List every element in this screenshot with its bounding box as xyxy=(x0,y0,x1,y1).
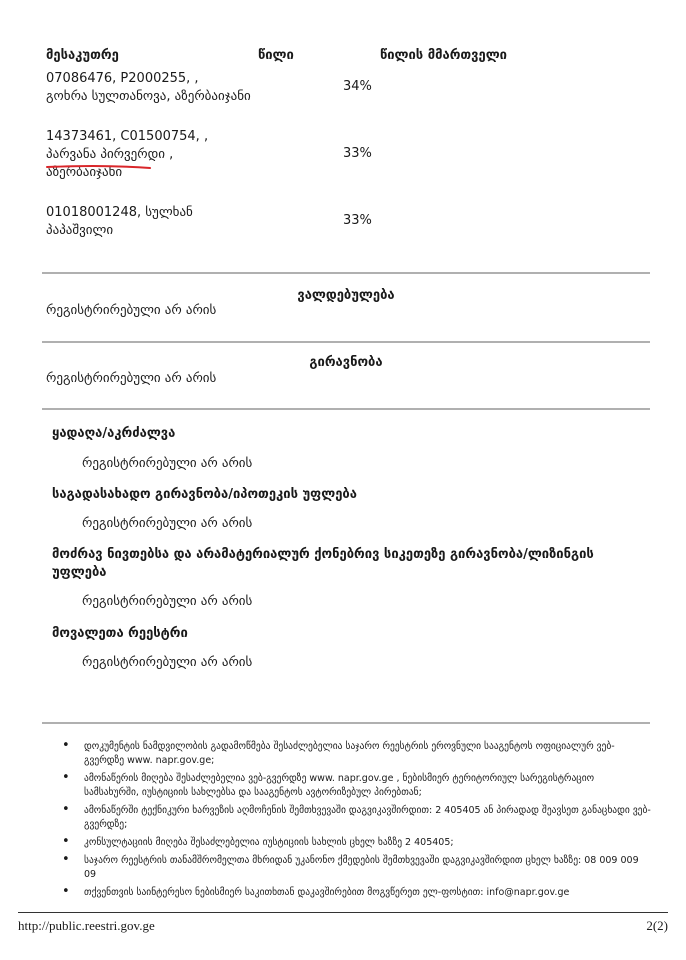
footer-divider xyxy=(18,912,668,913)
debtors-registry-title: მოვალეთა რეესტრი xyxy=(52,626,188,641)
share-column-header: წილი xyxy=(258,48,294,63)
tax-lien-value: რეგისტრირებული არ არის xyxy=(82,516,253,531)
movable-property-lien-title-line2: უფლება xyxy=(52,565,107,580)
list-item: • თქვენთვის საინტერესო ნებისმიერ საკითხთან დაკავშირებით მოგვწერეთ ელ-ფოსტით: info@napr.gov.ge xyxy=(62,886,652,900)
section-divider xyxy=(42,408,650,410)
table-row xyxy=(46,204,193,240)
owner-id-text: 07086476, P2000255, , xyxy=(46,71,199,86)
movable-property-lien-title-line1: მოძრავ ნივთებსა და არამატერიალურ ქონებრივ სიკეთეზე გირავნობა/ლიზინგის xyxy=(52,547,594,562)
mortgage-value: რეგისტრირებული არ არის xyxy=(46,371,217,386)
owner-name-text: პაპაშვილი xyxy=(46,223,114,238)
seizure-ban-value: რეგისტრირებული არ არის xyxy=(82,456,253,471)
tax-lien-title: საგადასახადო გირავნობა/იპოთეკის უფლება xyxy=(52,487,357,502)
section-divider xyxy=(42,341,650,343)
movable-property-lien-value: რეგისტრირებული არ არის xyxy=(82,594,253,609)
share-value: 33% xyxy=(343,146,372,161)
red-underline-mark xyxy=(46,163,152,171)
share-manager-column-header: წილის მმართველი xyxy=(380,48,507,63)
owner-column-header: მესაკუთრე xyxy=(46,48,119,63)
table-row xyxy=(46,128,208,182)
owner-name-text: გოხრა სულთანოვა, აზერბაიჯანი xyxy=(46,89,251,104)
list-item: • ამონაწერში ტექნიკური ხარვეზის აღმოჩენის შემთხვევაში დაგვიკავშირდით: 2 405405 ან პირადად შეავსეთ განაცხადი ვებ-გვერდზე; xyxy=(62,804,652,832)
mortgage-title: გირავნობა xyxy=(309,355,383,370)
list-item: • კონსულტაციის მიღება შესაძლებელია იუსტიციის სახლის ცხელ ხაზზე 2 405405; xyxy=(62,836,652,850)
share-value: 33% xyxy=(343,213,372,228)
share-value: 34% xyxy=(343,79,372,94)
table-row xyxy=(46,70,251,106)
list-item: • დოკუმენტის ნამდვილობის გადამოწმება შესაძლებელია საჯარო რეესტრის ეროვნული სააგენტოს ოფიციალურ ვებ-გვერდზე www. napr.gov.ge; xyxy=(62,740,652,768)
obligation-value: რეგისტრირებული არ არის xyxy=(46,303,217,318)
owner-id-text: 01018001248, სულხან xyxy=(46,205,193,220)
list-item: • ამონაწერის მიღება შესაძლებელია ვებ-გვერდზე www. napr.gov.ge , ნებისმიერ ტერიტორიულ სარეგისტრაციო სამსახურში, იუსტიციის სახლებსა და სააგენტოს ავტორიზებულ პირებთან; xyxy=(62,772,652,800)
debtors-registry-value: რეგისტრირებული არ არის xyxy=(82,655,253,670)
obligation-title: ვალდებულება xyxy=(297,288,395,303)
notes-list xyxy=(62,740,652,904)
owner-name-text: პარვანა პირვერდი , xyxy=(46,147,174,162)
footer-url: http://public.reestri.gov.ge xyxy=(18,918,155,933)
list-item: • საჯარო რეესტრის თანამშრომელთა მხრიდან უკანონო ქმედების შემთხვევაში დაგვიკავშირდით ცხელ ხაზზე: 08 009 009 09 xyxy=(62,854,652,882)
owner-country-text: აზერბაიჯანი xyxy=(46,165,123,180)
owner-id-text: 14373461, C01500754, , xyxy=(46,129,209,144)
movable-property-lien-title xyxy=(52,546,642,582)
page-number: 2(2) xyxy=(646,918,668,933)
section-divider xyxy=(42,272,650,274)
section-divider xyxy=(42,722,650,724)
seizure-ban-title: ყადაღა/აკრძალვა xyxy=(52,426,176,441)
